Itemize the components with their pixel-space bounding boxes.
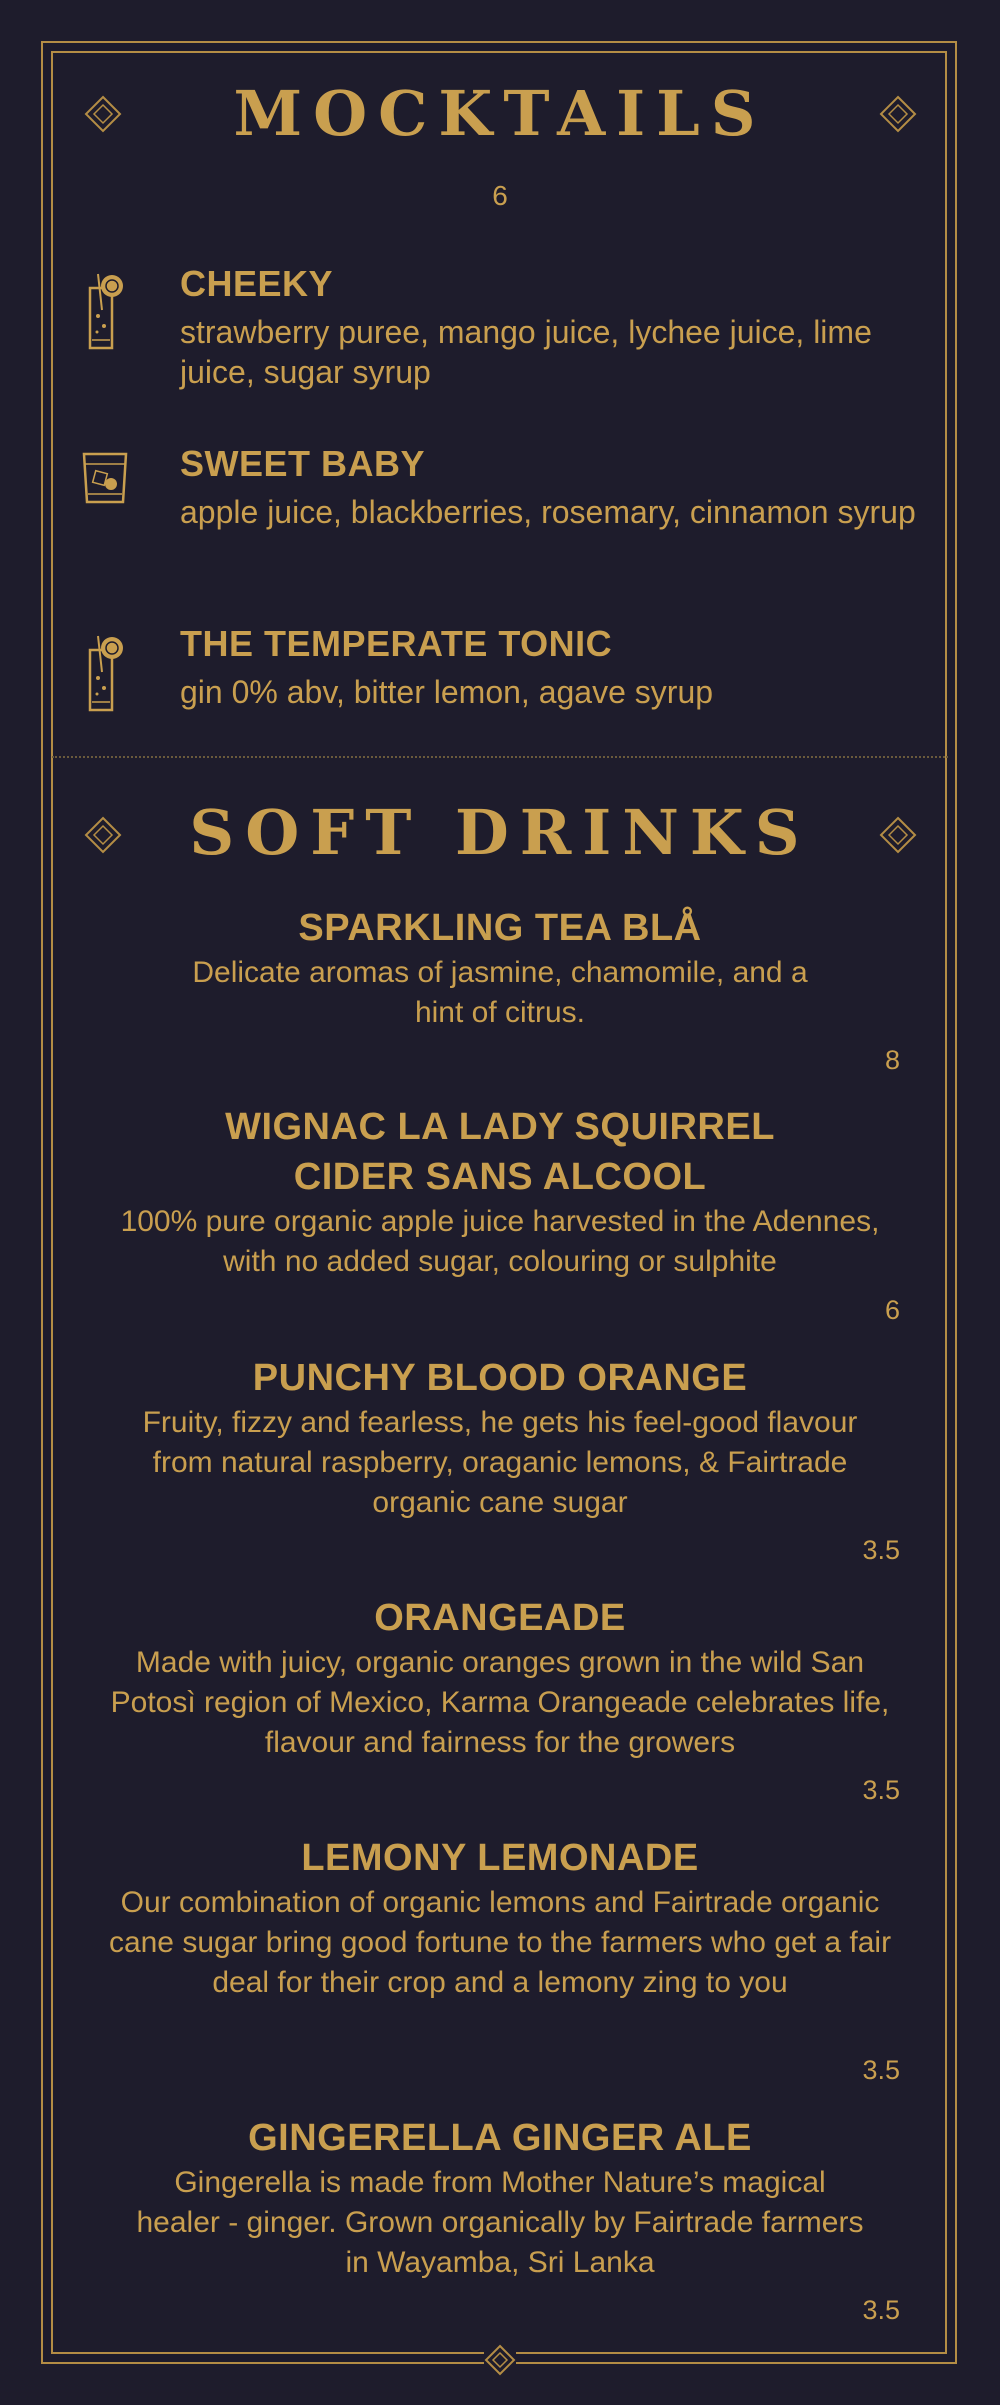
diamond-ornament-icon bbox=[484, 2344, 516, 2376]
highball-citrus-glass-icon bbox=[80, 270, 130, 352]
soft-drink-name: SPARKLING TEA BLÅ bbox=[298, 907, 702, 949]
soft-drink-item bbox=[90, 1593, 910, 1763]
mocktail-desc: gin 0% abv, bitter lemon, agave syrup bbox=[180, 674, 714, 710]
highball-citrus-glass-icon bbox=[80, 632, 130, 714]
soft-drink-desc: Gingerella is made from Mother Nature’s magical healer - ginger. Grown organically by Fairtrade farmers in Wayamba, Sri Lanka bbox=[136, 2166, 864, 2279]
diamond-ornament-icon bbox=[878, 94, 918, 134]
section-title-soft-drinks: SOFT DRINKS bbox=[189, 796, 811, 869]
soft-drink-item bbox=[90, 1102, 910, 1282]
mocktail-desc: strawberry puree, mango juice, lychee juice, lime juice, sugar syrup bbox=[180, 314, 872, 390]
mocktail-name: SWEET BABY bbox=[180, 443, 426, 484]
soft-drink-price: 8 bbox=[884, 1045, 900, 1075]
mocktails-price: 6 bbox=[492, 180, 508, 211]
mocktail-desc: apple juice, blackberries, rosemary, cinnamon syrup bbox=[180, 494, 916, 530]
soft-drink-name: ORANGEADE bbox=[374, 1597, 626, 1639]
soft-drink-item bbox=[90, 1353, 910, 1523]
soft-drink-desc: 100% pure organic apple juice harvested in the Adennes, with no added sugar, colouring or sulphite bbox=[120, 1205, 880, 1278]
soft-drink-desc: Our combination of organic lemons and Fairtrade organic cane sugar bring good fortune to the farmers who get a fair deal for their crop and a lemony zing to you bbox=[108, 1886, 892, 1999]
soft-drink-desc: Delicate aromas of jasmine, chamomile, and a hint of citrus. bbox=[192, 956, 808, 1029]
soft-drink-price: 6 bbox=[884, 1295, 900, 1325]
soft-drink-name: PUNCHY BLOOD ORANGE bbox=[252, 1357, 748, 1399]
mocktail-item bbox=[180, 442, 920, 532]
soft-drink-name: GINGERELLA GINGER ALE bbox=[248, 2117, 752, 2159]
soft-drink-item bbox=[90, 1833, 910, 2003]
soft-drink-price: 3.5 bbox=[862, 2295, 900, 2325]
soft-drink-price: 3.5 bbox=[862, 2055, 900, 2085]
soft-drink-price: 3.5 bbox=[862, 1775, 900, 1805]
mocktail-item bbox=[180, 622, 920, 712]
rocks-glass-icon bbox=[80, 450, 130, 506]
section-divider bbox=[52, 756, 948, 758]
soft-drink-name: WIGNAC LA LADY SQUIRREL CIDER SANS ALCOOL bbox=[225, 1106, 775, 1198]
section-title-mocktails: MOCKTAILS bbox=[233, 77, 767, 150]
soft-drink-name: LEMONY LEMONADE bbox=[301, 1837, 699, 1879]
mocktail-name: THE TEMPERATE TONIC bbox=[180, 623, 613, 664]
soft-drink-item bbox=[90, 2113, 910, 2283]
soft-drink-price: 3.5 bbox=[862, 1535, 900, 1565]
diamond-ornament-icon bbox=[878, 815, 918, 855]
mocktail-name: CHEEKY bbox=[180, 263, 334, 304]
soft-drink-desc: Fruity, fizzy and fearless, he gets his feel-good flavour from natural raspberry, oraganic lemons, & Fairtrade organic cane sugar bbox=[142, 1406, 858, 1519]
soft-drink-item bbox=[90, 903, 910, 1033]
soft-drink-desc: Made with juicy, organic oranges grown in the wild San Potosì region of Mexico, Karma Orangeade celebrates life, flavour and fairness for the growers bbox=[110, 1646, 890, 1759]
mocktail-item bbox=[180, 262, 920, 392]
